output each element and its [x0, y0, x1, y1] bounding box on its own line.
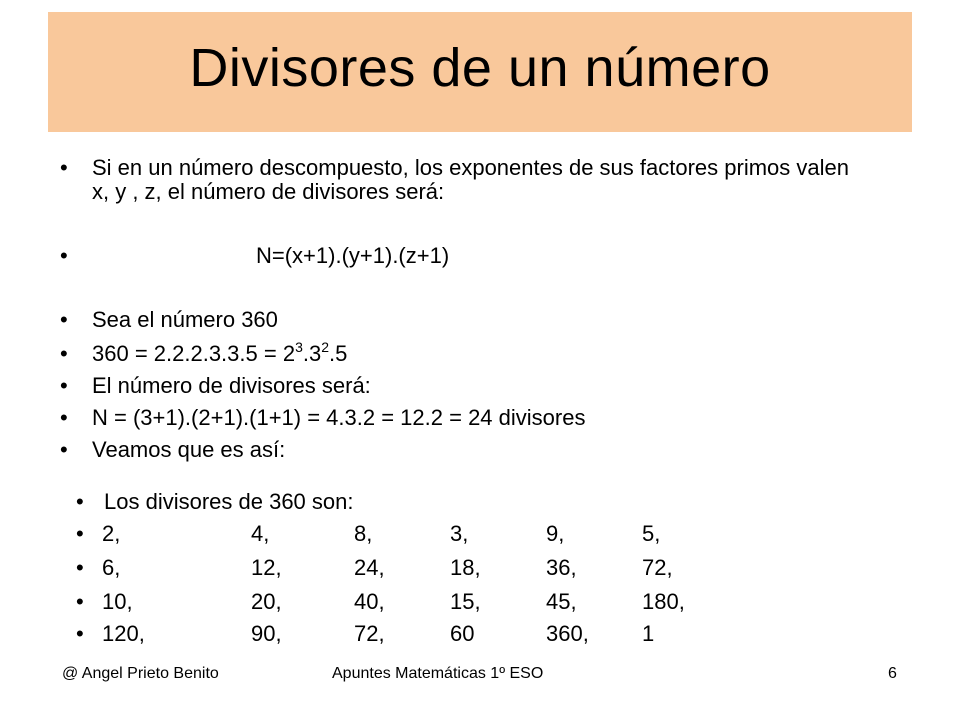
- bullet-dot: •: [76, 521, 84, 546]
- footer-page-number: 6: [888, 665, 897, 682]
- divisor-cell: 120,: [102, 621, 145, 646]
- decomp-right: .5: [329, 341, 348, 366]
- decomp-exponent-1: 3: [295, 339, 303, 355]
- calculation-text: N = (3+1).(2+1).(1+1) = 4.3.2 = 12.2 = 24 divisores: [92, 405, 586, 430]
- divisor-cell: 72,: [354, 621, 385, 646]
- bullet-dot: •: [60, 373, 68, 398]
- footer-author: @ Angel Prieto Benito: [62, 665, 219, 682]
- bullet-dot: •: [76, 589, 84, 614]
- footer-course: Apuntes Matemáticas 1º ESO: [332, 665, 544, 682]
- bullet-dot: •: [60, 405, 68, 430]
- bullet-dot: •: [60, 341, 68, 366]
- bullet-dot: •: [60, 437, 68, 462]
- divisor-cell: 3,: [450, 521, 469, 546]
- divisor-cell: 12,: [251, 555, 282, 580]
- divisor-cell: 20,: [251, 589, 282, 614]
- divisor-cell: 2,: [102, 521, 121, 546]
- sea-text: Sea el número 360: [92, 307, 278, 332]
- divisor-cell: 72,: [642, 555, 673, 580]
- divisor-cell: 360,: [546, 621, 589, 646]
- decomp-left: 360 = 2.2.2.3.3.5 = 2: [92, 341, 296, 366]
- bullet-dot: •: [76, 621, 84, 646]
- intro-text: Si en un número descompuesto, los exponentes de sus factores primos valen x, y , z, el número de divisores será:: [92, 155, 849, 204]
- decomposition-text: [92, 339, 348, 366]
- divisor-cell: 40,: [354, 589, 385, 614]
- bullet-dot: •: [60, 155, 68, 180]
- bullet-dot: •: [76, 555, 84, 580]
- divisor-cell: 1: [642, 621, 655, 646]
- decomp-mid: .3: [302, 341, 322, 366]
- decomp-exponent-2: 2: [321, 339, 330, 355]
- veamos-text: Veamos que es así:: [92, 437, 286, 462]
- divisor-cell: 15,: [450, 589, 481, 614]
- slide-title: Divisores de un número: [189, 38, 771, 98]
- numero-text: El número de divisores será:: [92, 373, 371, 398]
- divisor-cell: 60: [450, 621, 475, 646]
- formula-text: N=(x+1).(y+1).(z+1): [256, 243, 450, 268]
- divisor-cell: 90,: [251, 621, 282, 646]
- divisor-cell: 6,: [102, 555, 121, 580]
- divisor-cell: 45,: [546, 589, 577, 614]
- divisors-heading: Los divisores de 360 son:: [104, 489, 354, 514]
- title-banner: [48, 12, 912, 132]
- divisor-cell: 10,: [102, 589, 133, 614]
- divisor-cell: 4,: [251, 521, 270, 546]
- divisor-cell: 8,: [354, 521, 373, 546]
- bullet-dot: •: [60, 307, 68, 332]
- divisor-cell: 24,: [354, 555, 385, 580]
- bullet-dot: •: [60, 243, 68, 268]
- divisor-cell: 5,: [642, 521, 661, 546]
- divisor-cell: 180,: [642, 589, 685, 614]
- bullet-dot: •: [76, 489, 84, 514]
- divisor-cell: 18,: [450, 555, 481, 580]
- divisor-cell: 9,: [546, 521, 565, 546]
- divisor-cell: 36,: [546, 555, 577, 580]
